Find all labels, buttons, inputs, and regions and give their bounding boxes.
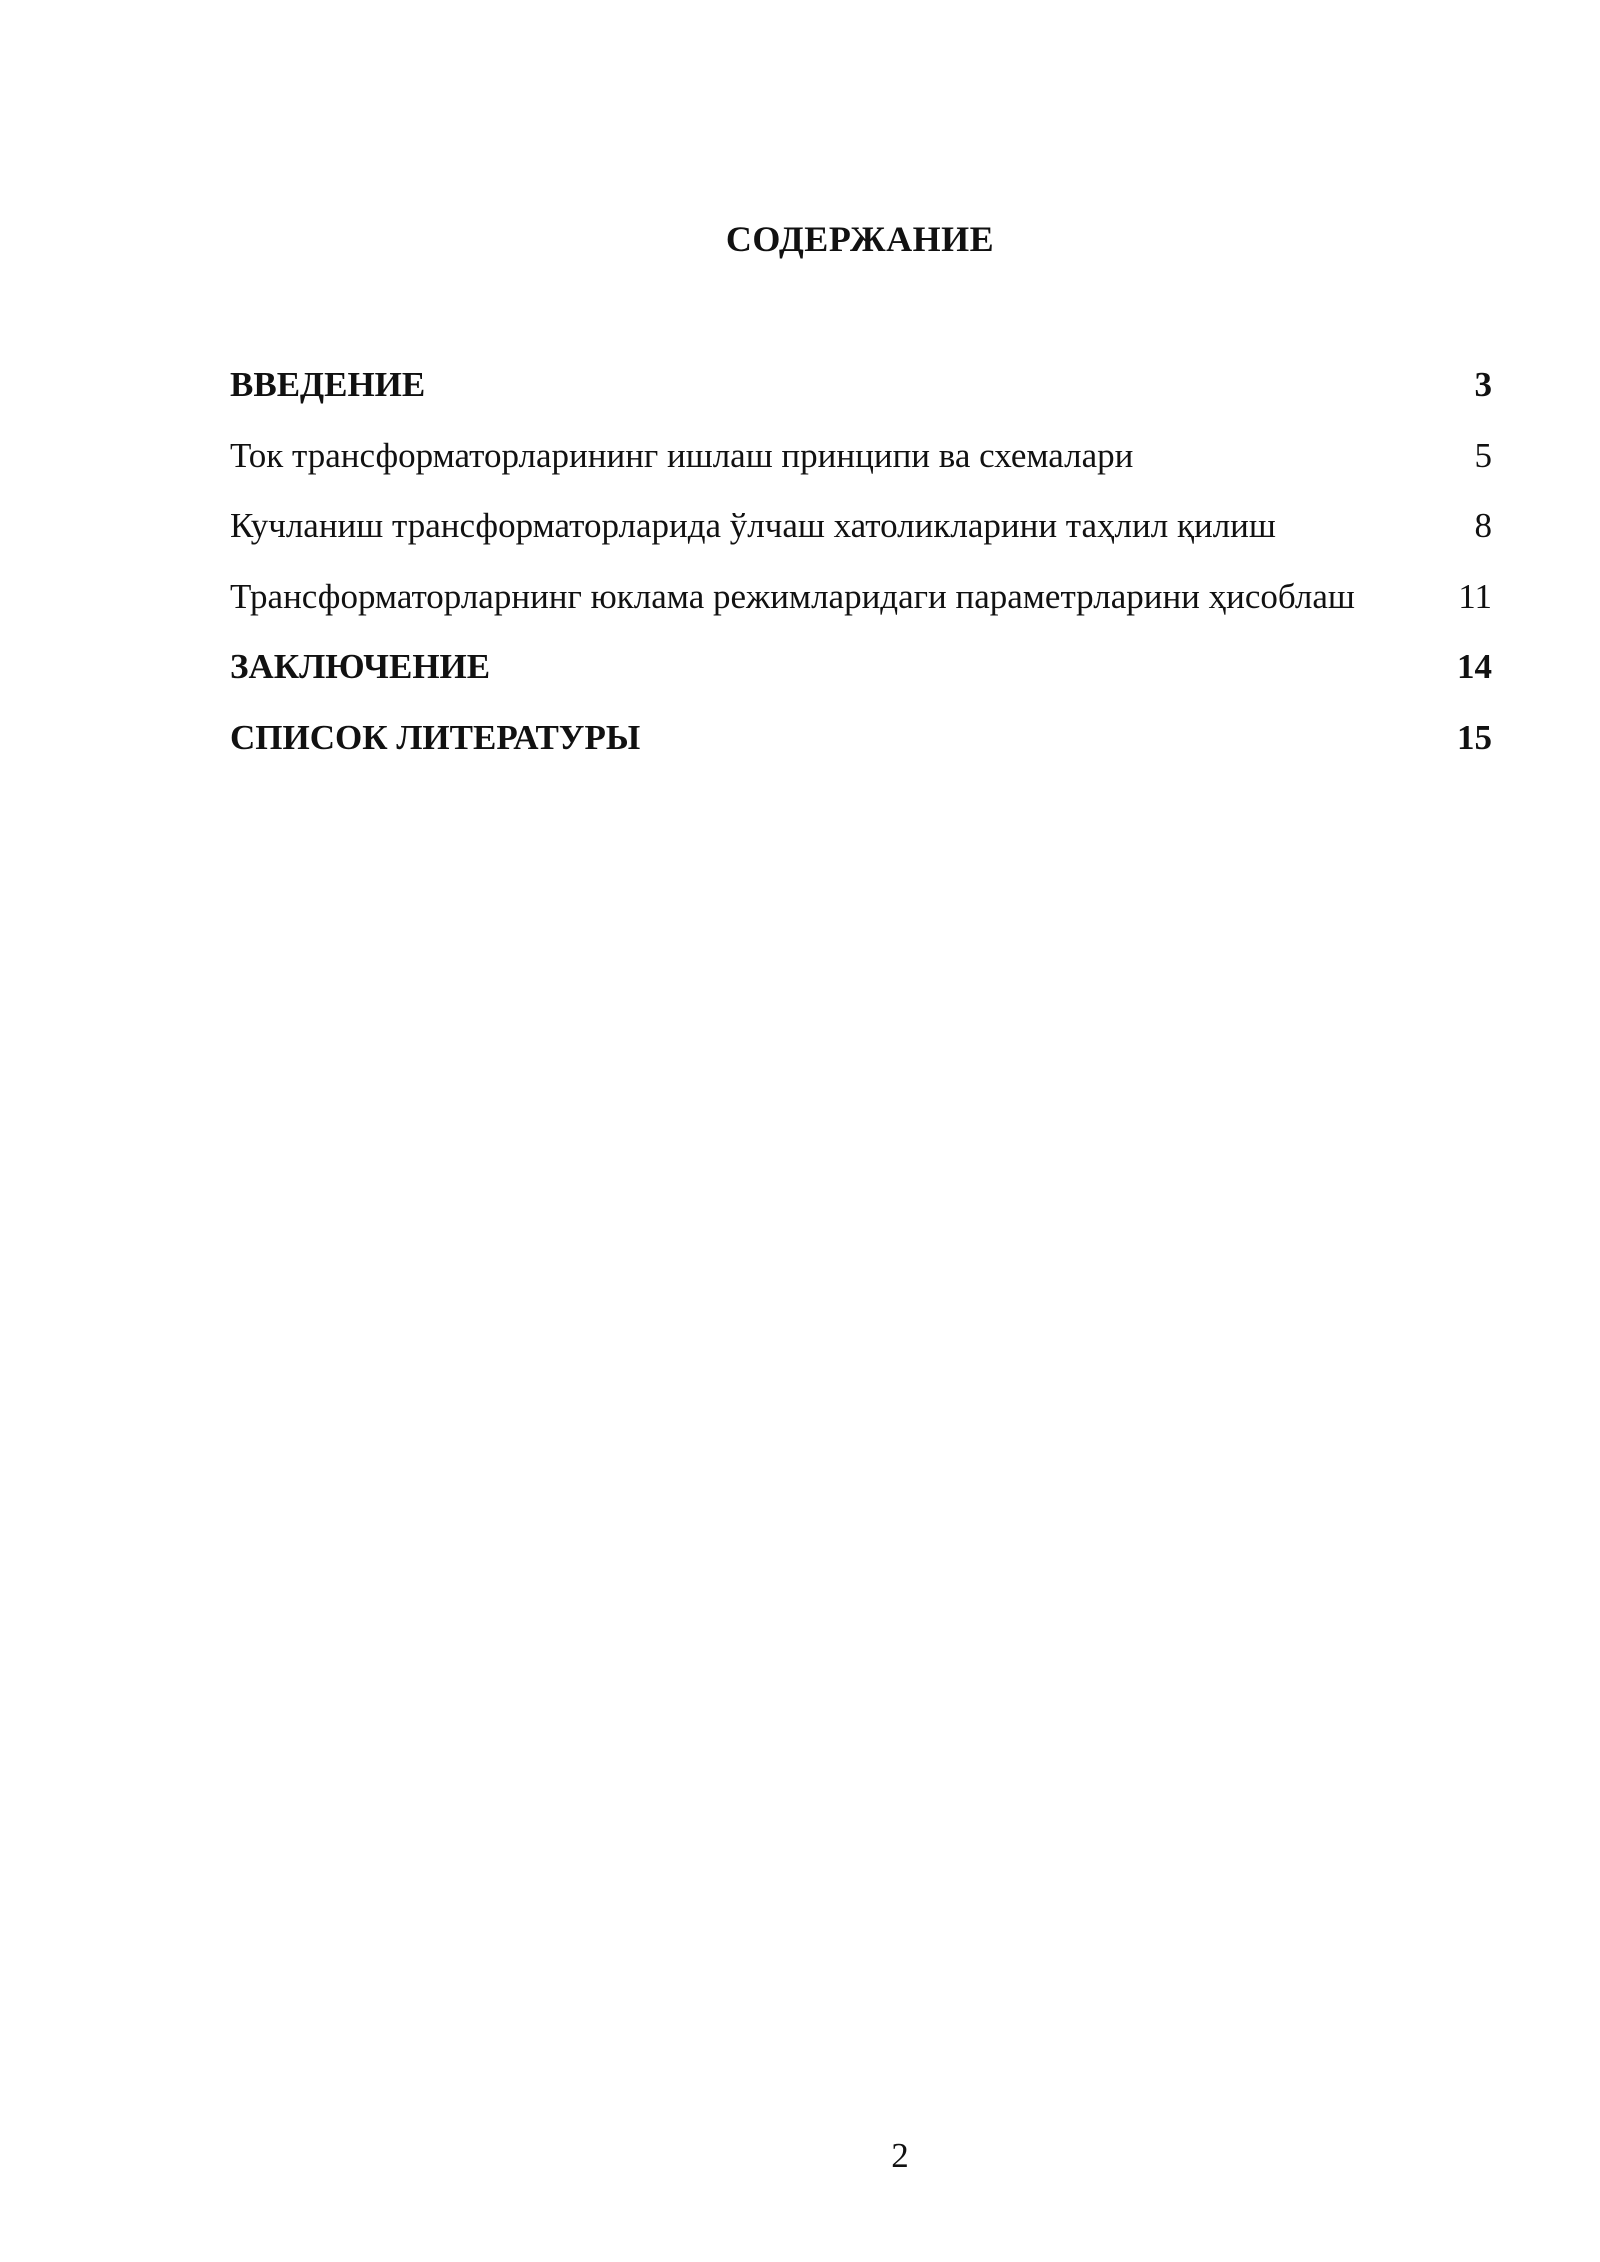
toc-entry-label: ВВЕДЕНИЕ bbox=[230, 365, 426, 404]
toc-entry-conclusion[interactable] bbox=[230, 632, 1492, 703]
toc-title: СОДЕРЖАНИЕ bbox=[725, 219, 995, 259]
toc-entry-page-number: 8 bbox=[1474, 506, 1492, 545]
toc-entry-label: Трансформаторларнинг юклама режимларидаги параметрларини ҳисоблаш bbox=[230, 576, 1355, 616]
toc-entry-page-number: 15 bbox=[1457, 717, 1492, 757]
page-number: 2 bbox=[891, 2136, 909, 2175]
toc-entry-label: СПИСОК ЛИТЕРАТУРЫ bbox=[230, 717, 641, 757]
toc-entry-references[interactable] bbox=[230, 703, 1492, 774]
toc-entry-load-parameters[interactable] bbox=[230, 562, 1492, 633]
toc-entry-page-number: 11 bbox=[1458, 576, 1492, 616]
toc-entry-page-number: 3 bbox=[1474, 365, 1492, 404]
toc-entry-current-transformers[interactable] bbox=[230, 421, 1492, 492]
table-of-contents bbox=[230, 350, 1492, 773]
toc-entry-label: ЗАКЛЮЧЕНИЕ bbox=[230, 647, 491, 686]
toc-entry-voltage-transformer-errors[interactable] bbox=[230, 491, 1492, 562]
toc-entry-introduction[interactable] bbox=[230, 350, 1492, 421]
toc-entry-label: Кучланиш трансформаторларида ўлчаш хатоликларини таҳлил қилиш bbox=[230, 506, 1276, 545]
toc-entry-page-number: 5 bbox=[1474, 435, 1492, 475]
toc-entry-page-number: 14 bbox=[1457, 647, 1492, 686]
toc-entry-label: Ток трансформаторларининг ишлаш принципи ва схемалари bbox=[230, 435, 1134, 475]
